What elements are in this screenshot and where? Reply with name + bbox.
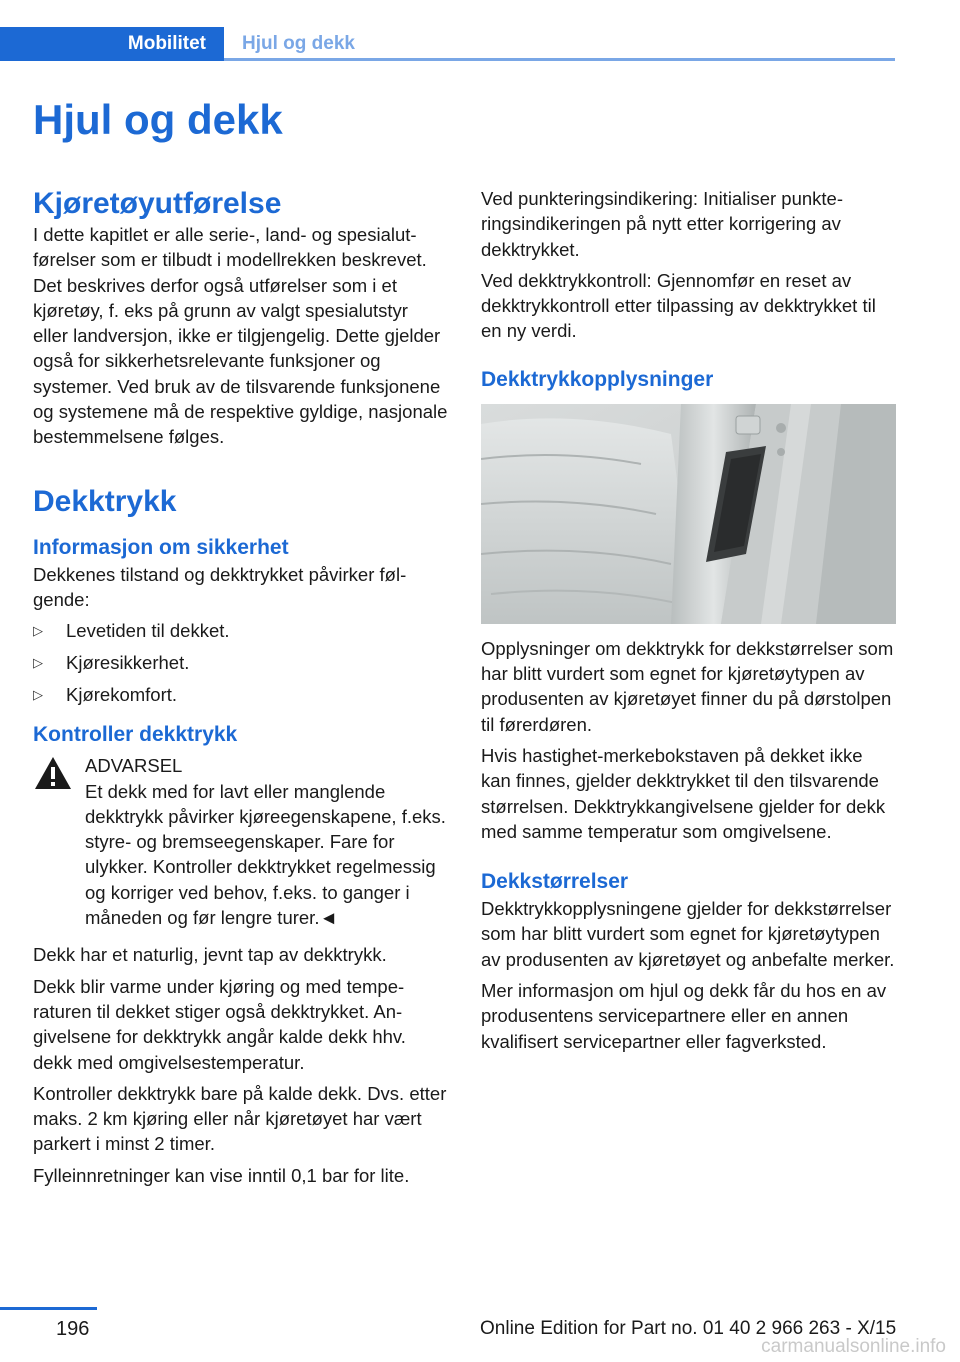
paragraph-natural-loss: Dekk har et naturlig, jevnt tap av dekktrykk. bbox=[33, 944, 387, 966]
subheading-safety-info: Informasjon om sikkerhet bbox=[33, 535, 289, 559]
paragraph-puncture-indicator: Ved punkteringsindikering: Initialiser punkteringsindikeringen på nytt etter korrigering av dekktrykket. bbox=[481, 188, 843, 260]
subheading-tire-sizes: Dekkstørrelser bbox=[481, 870, 629, 894]
bullet-triangle-icon: ▷ bbox=[33, 655, 43, 671]
door-pillar-illustration bbox=[481, 404, 896, 624]
bullet-triangle-icon: ▷ bbox=[33, 687, 43, 703]
paragraph-pressure-sizes: Opplysninger om dekktrykk for dekkstørrelser som har blitt vurdert som egnet for kjøretøytypen av produsenten av kjøretøyet finner du på dørstolpen til førerdøren. bbox=[481, 637, 894, 735]
list-item: ▷ Levetiden til dekket. bbox=[33, 620, 230, 642]
header-divider bbox=[224, 58, 895, 61]
section-heading-tire-pressure: Dekktrykk bbox=[33, 484, 177, 518]
paragraph-speed-letter: Hvis hastighet-merkebokstaven på dekket ikke kan finnes, gjelder dekktrykket til den tilsvarende størrelsen. Dekktrykkangivelsene gjelder for dekk med samme temperatur som omgivelsene. bbox=[481, 744, 886, 842]
footer-edition: Online Edition for Part no. 01 40 2 966 263 - X/15 bbox=[480, 1318, 897, 1339]
footer-line bbox=[0, 1307, 97, 1310]
list-item: ▷ Kjøresikkerhet. bbox=[33, 652, 190, 674]
bullet-triangle-icon: ▷ bbox=[33, 623, 43, 639]
tab-hjul-og-dekk[interactable]: Hjul og dekk bbox=[242, 33, 355, 54]
warning-block bbox=[33, 753, 448, 930]
page-title: Hjul og dekk bbox=[33, 96, 283, 143]
warning-triangle-icon bbox=[33, 755, 73, 791]
paragraph-pressure-control: Ved dekktrykkontroll: Gjennomfør en reset av dekktrykkontroll etter tilpassing av dekktrykket til en ny verdi. bbox=[481, 269, 876, 342]
watermark: carmanualsonline.info bbox=[761, 1336, 946, 1357]
paragraph-more-info: Mer informasjon om hjul og dekk får du hos en av produsentens servicepartnere eller en annen kvalifisert servicepartner eller fagverksted. bbox=[481, 980, 887, 1052]
warning-lead: Et dekk med for lavt eller manglende bbox=[85, 780, 386, 802]
paragraph-cold-tires: Kontroller dekktrykk bare på kalde dekk. Dvs. etter maks. 2 km kjøring eller når kjøretøyet har vært parkert i minst 2 timer. bbox=[33, 1082, 447, 1155]
subheading-pressure-info: Dekktrykkopplysninger bbox=[481, 367, 714, 391]
right-column bbox=[481, 186, 896, 1060]
door-pillar-image bbox=[481, 404, 896, 624]
page-number: 196 bbox=[56, 1318, 90, 1340]
subheading-check-pressure: Kontroller dekktrykk bbox=[33, 723, 238, 747]
section-heading-vehicle-design: Kjøretøyutførelse bbox=[33, 187, 282, 220]
list-item: ▷ Kjørekomfort. bbox=[33, 684, 178, 706]
warning-body: dekktrykk påvirker kjøreegenskapene, f.eks. styre- og bremseegenskaper. Fare for ulykker. Kontroller dekktrykket regelmessig og korriger ved behov, f.eks. to ganger i måneden og før lengre turer.◄ bbox=[85, 805, 446, 929]
bullet-list bbox=[33, 618, 448, 707]
paragraph-vehicle-design: I dette kapitlet er alle serie-, land- og spesialutførelser som er tilbudt i modellrekken beskrevet. Det beskrives derfor også utførelser som i et kjøretøy, f. eks på grunn av valgt spesialutstyr eller landversjon, ikke er tilgjengelig. Dette gjelder også for sikkerhetsrelevante funksjoner og systemer. Ved bruk av de tilsvarende funksjonene og systemene må de respektive gyldige, nasjonale bestemmelsene følges. bbox=[33, 224, 448, 448]
paragraph-safety-intro: Dekkenes tilstand og dekktrykket påvirker følgende: bbox=[33, 563, 407, 610]
header-bar bbox=[0, 27, 895, 61]
warning-title: ADVARSEL bbox=[85, 755, 183, 777]
tab-mobilitet[interactable]: Mobilitet bbox=[0, 27, 224, 61]
paragraph-tire-sizes: Dekktrykkopplysningene gjelder for dekkstørrelser som har blitt vurdert som egnet for kjøretøytypen av produsenten av kjøretøyet og anbefalte merker. bbox=[481, 898, 895, 970]
paragraph-filling-devices: Fylleinnretninger kan vise inntil 0,1 bar for lite. bbox=[33, 1164, 410, 1186]
left-column bbox=[33, 186, 448, 1194]
paragraph-temperature: Dekk blir varme under kjøring og med temperaturen til dekket stiger også dekktrykket. Angivelsene for dekktrykk angår kalde dekk hhv. dekk med omgivelsestemperatur. bbox=[33, 975, 406, 1073]
